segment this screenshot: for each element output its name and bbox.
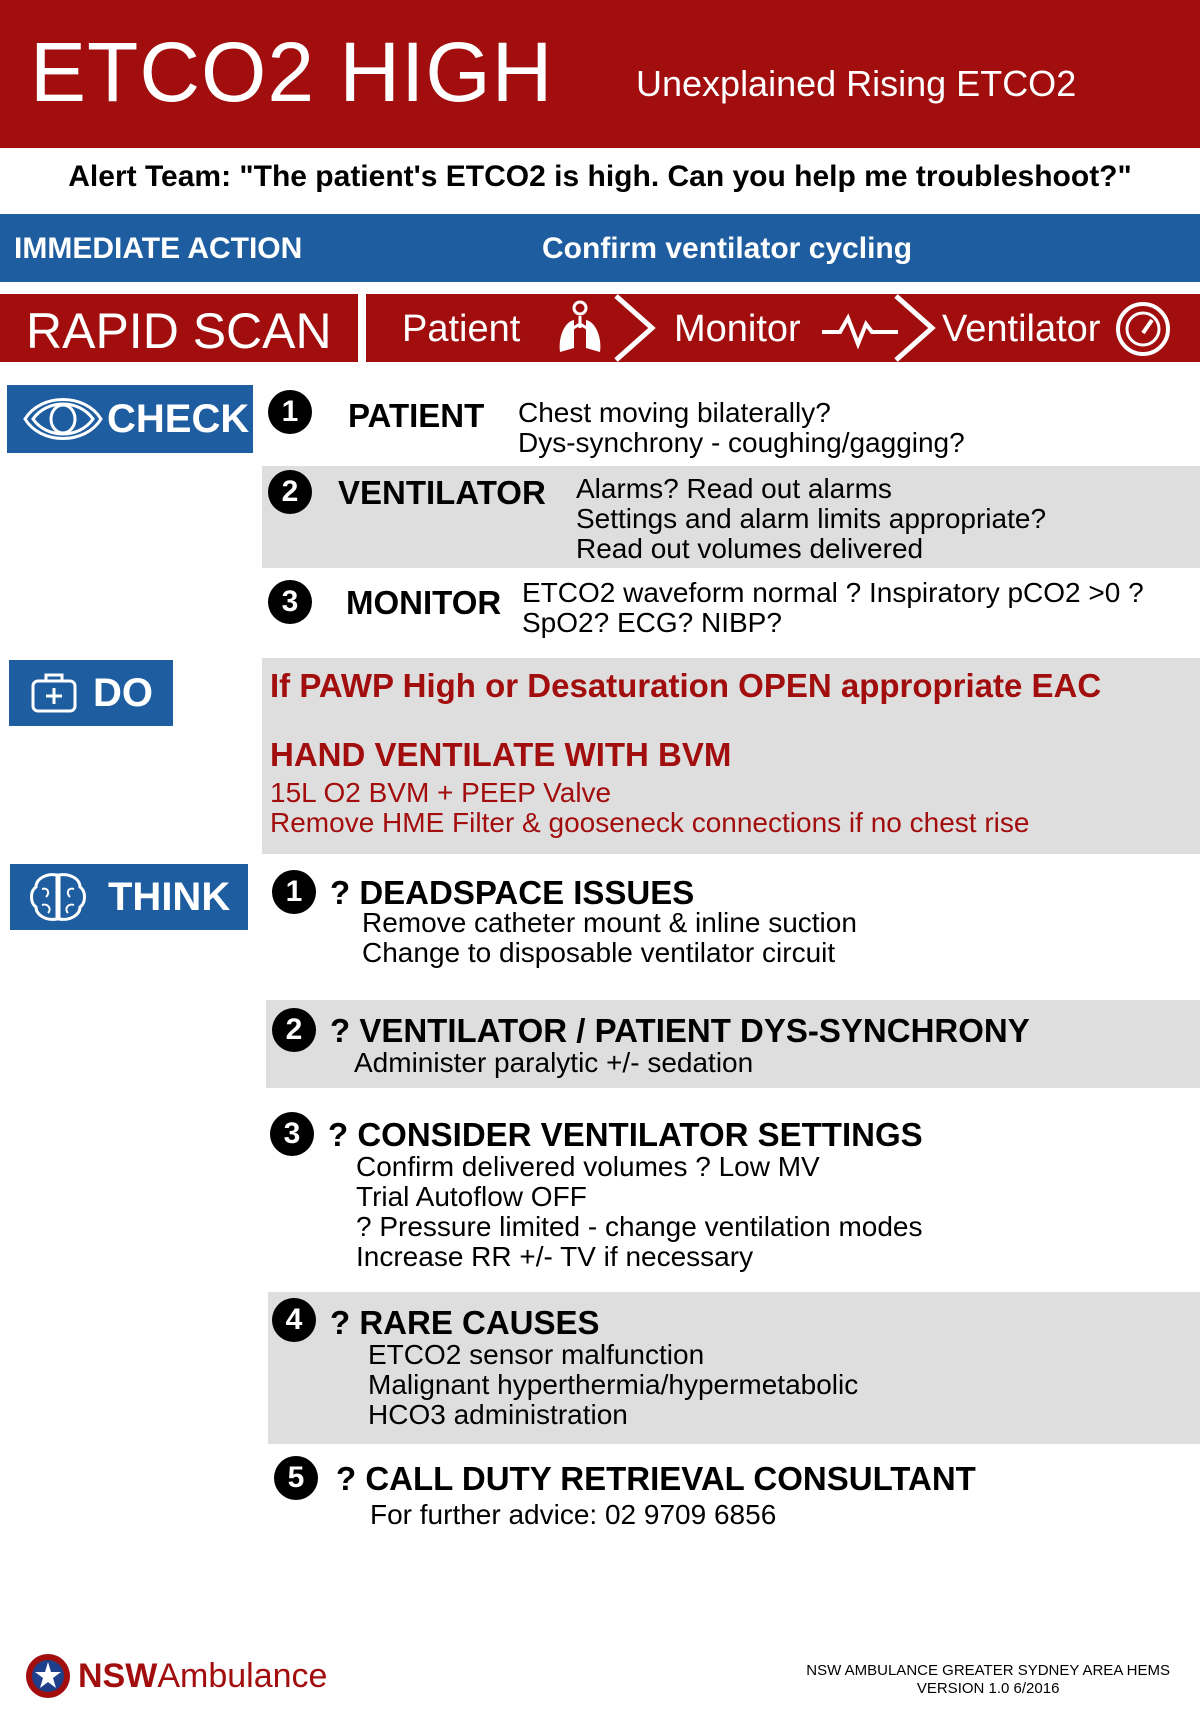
think-label: THINK (108, 874, 231, 919)
do-section-label (9, 660, 173, 726)
think-item-title: ? RARE CAUSES (330, 1304, 600, 1341)
heartbeat-icon (820, 310, 900, 350)
rapid-scan-label: RAPID SCAN (26, 303, 332, 359)
do-heading-eac: If PAWP High or Desaturation OPEN appropriate EAC (270, 667, 1102, 704)
check-item-line: SpO2? ECG? NIBP? (522, 607, 782, 638)
alert-team-text: Alert Team: "The patient's ETCO2 is high. Can you help me troubleshoot?" (68, 160, 1132, 193)
think-item-line: Increase RR +/- TV if necessary (356, 1241, 754, 1272)
think-item-line: Administer paralytic +/- sedation (354, 1047, 754, 1078)
think-item-line: Malignant hyperthermia/hypermetabolic (368, 1369, 859, 1400)
check-item-title: PATIENT (348, 397, 485, 434)
logo-wordmark-ambulance: Ambulance (157, 1656, 328, 1695)
think-item-line: Change to disposable ventilator circuit (362, 937, 836, 968)
immediate-action-text: Confirm ventilator cycling (542, 232, 913, 265)
step-number-badge: 3 (268, 580, 312, 624)
scan-step-monitor: Monitor (674, 308, 801, 350)
footer-org-line: NSW AMBULANCE GREATER SYDNEY AREA HEMS (806, 1662, 1170, 1679)
step-number-badge: 1 (272, 870, 316, 914)
nsw-ambulance-logo (24, 1652, 327, 1700)
do-line: Remove HME Filter & gooseneck connections if no chest rise (270, 807, 1030, 838)
check-item-line: Alarms? Read out alarms (576, 473, 892, 504)
step-number-badge: 3 (270, 1112, 314, 1156)
eye-icon (21, 389, 105, 449)
check-item-title: MONITOR (346, 584, 502, 621)
scan-step-ventilator: Ventilator (942, 308, 1101, 350)
immediate-action-label: IMMEDIATE ACTION (14, 232, 303, 265)
check-item-line: Chest moving bilaterally? (518, 397, 831, 428)
page-title: ETCO2 HIGH (30, 25, 554, 119)
think-item-title: ? CALL DUTY RETRIEVAL CONSULTANT (336, 1460, 976, 1497)
do-line: 15L O2 BVM + PEEP Valve (270, 777, 612, 808)
think-item-line: Trial Autoflow OFF (356, 1181, 587, 1212)
think-item-title: ? DEADSPACE ISSUES (330, 874, 695, 911)
step-number-badge: 4 (272, 1298, 316, 1342)
check-item-title: VENTILATOR (338, 474, 546, 511)
ambulance-star-emblem-icon (24, 1652, 72, 1700)
think-item-line: ETCO2 sensor malfunction (368, 1339, 705, 1370)
check-item-line: ETCO2 waveform normal ? Inspiratory pCO2 >0 ? (522, 577, 1144, 608)
step-number-badge: 2 (272, 1008, 316, 1052)
think-item-title: ? CONSIDER VENTILATOR SETTINGS (328, 1116, 923, 1153)
step-number-badge: 2 (268, 470, 312, 514)
think-item-line: Remove catheter mount & inline suction (362, 907, 857, 938)
think-item-line: For further advice: 02 9709 6856 (370, 1499, 777, 1530)
gauge-icon (1114, 300, 1172, 358)
do-heading-bvm: HAND VENTILATE WITH BVM (270, 736, 732, 773)
page-subtitle: Unexplained Rising ETCO2 (636, 63, 1077, 104)
chevron-right-icon (612, 294, 658, 362)
think-item-title: ? VENTILATOR / PATIENT DYS-SYNCHRONY (330, 1012, 1030, 1049)
do-label: DO (93, 670, 153, 715)
logo-wordmark-nsw: NSW (78, 1656, 158, 1695)
step-number-badge: 5 (274, 1456, 318, 1500)
footer-org-info (806, 1662, 1170, 1698)
footer-version-line: VERSION 1.0 6/2016 (916, 1680, 1060, 1697)
think-item-line: Confirm delivered volumes ? Low MV (356, 1151, 820, 1182)
check-item-line: Dys-synchrony - coughing/gagging? (518, 427, 965, 458)
think-section-label (10, 864, 248, 930)
lungs-icon (550, 298, 610, 358)
think-item-line: ? Pressure limited - change ventilation modes (356, 1211, 923, 1242)
check-section-label (7, 385, 253, 453)
check-item-line: Read out volumes delivered (576, 533, 924, 564)
scan-step-patient: Patient (402, 308, 521, 350)
brain-icon (28, 871, 88, 923)
logo-wordmark (78, 1657, 327, 1696)
step-number-badge: 1 (268, 390, 312, 434)
first-aid-kit-icon (29, 671, 79, 715)
think-item-line: HCO3 administration (368, 1399, 628, 1430)
check-label: CHECK (107, 396, 250, 441)
check-item-line: Settings and alarm limits appropriate? (576, 503, 1047, 534)
